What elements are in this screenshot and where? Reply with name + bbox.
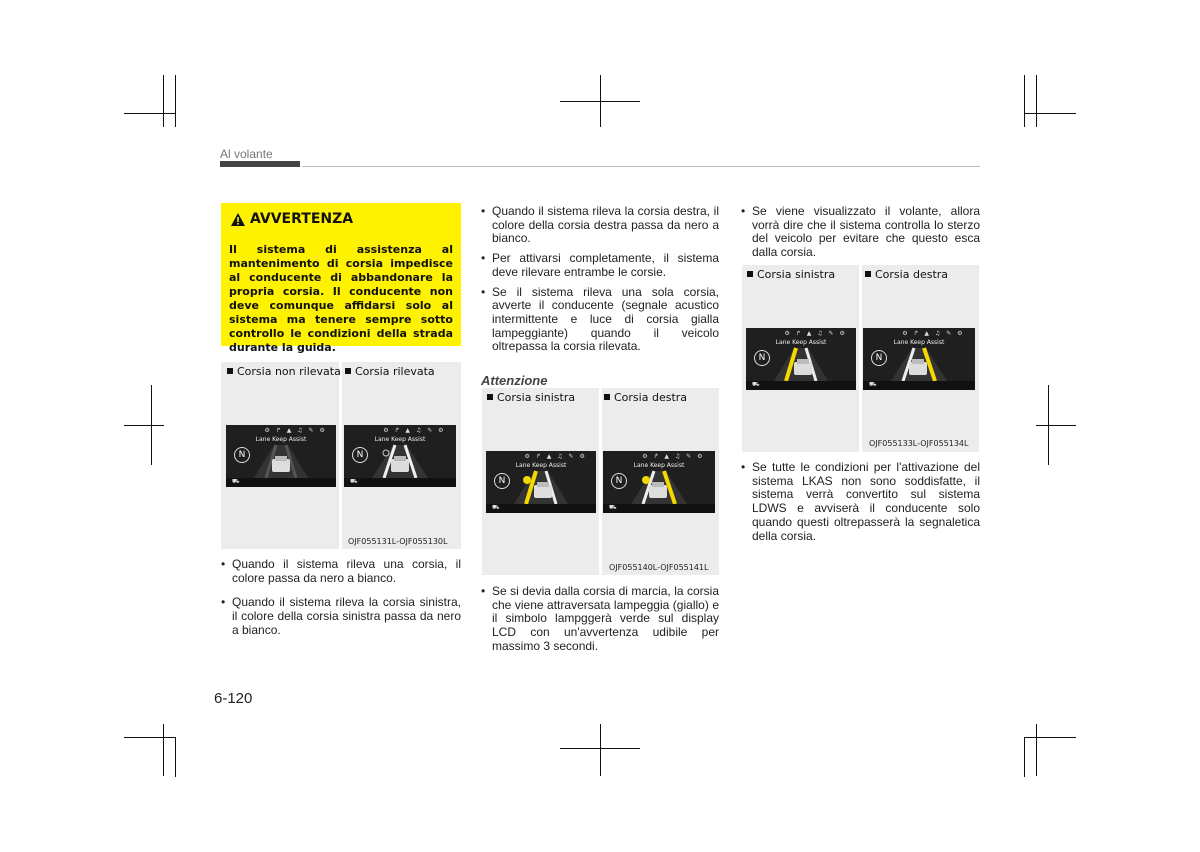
car-icon: ⛟ — [350, 478, 358, 485]
cluster-screen-right — [344, 425, 456, 487]
crop-mark — [124, 737, 176, 738]
crop-mark — [1024, 75, 1025, 127]
warning-heading — [231, 211, 353, 227]
cluster-screen-left — [486, 451, 596, 513]
figure-lane-detection — [221, 362, 461, 549]
gear-indicator: N — [352, 447, 368, 463]
figure-label-right: Corsia destra — [865, 268, 948, 281]
crop-mark — [1036, 724, 1037, 776]
cluster-icons: ⚙ ↱ ▲ ♫ ✎ ⚙ — [902, 330, 965, 337]
gear-indicator: N — [871, 350, 887, 366]
warning-title: AVVERTENZA — [250, 211, 354, 227]
screen-title: Lane Keep Assist — [633, 462, 685, 469]
warning-triangle-icon — [231, 213, 245, 226]
car-icon: ⛟ — [609, 504, 617, 511]
figure-code: OJF055140L-OJF055141L — [609, 563, 709, 572]
car-icon: ⛟ — [752, 381, 760, 388]
figure-code: OJF055133L-OJF055134L — [869, 439, 969, 448]
bullet-item: • Se tutte le condizioni per l'attivazione del sistema LKAS non sono soddisfatte, il sistema verrà convertito sul sistema LDWS e avviserà il conducente solo quando questi oltrepasserà la segnaletica della corsia. — [741, 461, 980, 543]
cluster-screen-right — [603, 451, 715, 513]
cluster-icons: ⚙ ↱ ▲ ♫ ✎ ⚙ — [784, 330, 847, 337]
crop-mark — [175, 75, 176, 127]
gear-indicator: N — [754, 350, 770, 366]
attention-heading: Attenzione — [481, 373, 548, 388]
gear-indicator: N — [611, 473, 627, 489]
panel-divider — [339, 362, 342, 549]
crop-mark — [600, 724, 601, 776]
screen-title: Lane Keep Assist — [893, 339, 945, 346]
crop-mark — [1024, 737, 1076, 738]
column-2-text — [481, 205, 719, 360]
gear-indicator: N — [234, 447, 250, 463]
cluster-screen-left — [746, 328, 856, 390]
section-title: Al volante — [220, 147, 273, 161]
car-icon: ⛟ — [492, 504, 500, 511]
bullet-item: • Quando il sistema rileva la corsia sinistra, il colore della corsia sinistra passa da nero a bianco. — [221, 596, 461, 637]
figure-label-right: Corsia destra — [604, 391, 687, 404]
column-1-text — [221, 558, 461, 644]
car-icon: ⛟ — [869, 381, 877, 388]
column-3-text — [741, 205, 980, 266]
crop-mark — [163, 724, 164, 776]
bullet-item: • Se si devia dalla corsia di marcia, la corsia che viene attraversata lampeggia (giallo) e il simbolo lampggerà verde sul display LCD con un'avvertenza udibile per massimo 3 secondi. — [481, 585, 719, 654]
figure-label-left: Corsia non rilevata — [227, 365, 341, 378]
crop-mark — [151, 385, 152, 465]
screen-title: Lane Keep Assist — [374, 436, 426, 443]
figure-steering-control — [742, 265, 979, 452]
panel-divider — [859, 265, 862, 452]
gear-indicator: N — [494, 473, 510, 489]
figure-label-left: Corsia sinistra — [487, 391, 575, 404]
screen-title: Lane Keep Assist — [255, 436, 307, 443]
warning-box — [221, 203, 461, 354]
cluster-icons: ⚙ ↱ ▲ ♫ ✎ ⚙ — [264, 427, 327, 434]
crop-mark — [163, 75, 164, 127]
cluster-icons: ⚙ ↱ ▲ ♫ ✎ ⚙ — [524, 453, 587, 460]
crop-mark — [175, 737, 176, 777]
header-rule — [302, 166, 980, 167]
figure-code: OJF055131L-OJF055130L — [348, 537, 448, 546]
bullet-item: • Per attivarsi completamente, il sistema deve rilevare entrambe le corsie. — [481, 252, 719, 279]
figure-label-right: Corsia rilevata — [345, 365, 435, 378]
bullet-item: • Se il sistema rileva una sola corsia, avverte il conducente (segnale acustico intermittente e luce di corsia gialla lampeggiante) quando il veicolo oltrepassa la corsia rilevata. — [481, 286, 719, 355]
crop-mark — [1048, 385, 1049, 465]
cluster-icons: ⚙ ↱ ▲ ♫ ✎ ⚙ — [383, 427, 446, 434]
figure-lane-departure — [482, 388, 719, 575]
cluster-screen-right — [863, 328, 975, 390]
header-bar — [220, 161, 300, 167]
crop-mark — [124, 425, 164, 426]
bullet-item: • Se viene visualizzato il volante, allora vorrà dire che il sistema controlla lo sterzo del veicolo per evitare che questo esca dalla corsia. — [741, 205, 980, 260]
crop-mark — [1024, 113, 1076, 114]
cluster-icons: ⚙ ↱ ▲ ♫ ✎ ⚙ — [642, 453, 705, 460]
crop-mark — [124, 113, 176, 114]
screen-title: Lane Keep Assist — [775, 339, 827, 346]
bullet-item: • Quando il sistema rileva la corsia destra, il colore della corsia destra passa da nero a bianco. — [481, 205, 719, 246]
car-icon: ⛟ — [232, 478, 240, 485]
screen-title: Lane Keep Assist — [515, 462, 567, 469]
cluster-screen-left — [226, 425, 336, 487]
crop-mark — [600, 75, 601, 127]
crop-mark — [1036, 75, 1037, 127]
column-2-text-lower — [481, 585, 719, 660]
crop-mark — [1036, 425, 1076, 426]
warning-text: Il sistema di assistenza al mantenimento di corsia impedisce al conducente di abbandonare la propria corsia. Il conducente non deve comunque affidarsi solo al sistema ma tenere sempre sotto controllo le condizioni della strada durante la guida. — [229, 243, 453, 354]
panel-divider — [599, 388, 602, 575]
bullet-item: • Quando il sistema rileva una corsia, il colore passa da nero a bianco. — [221, 558, 461, 585]
crop-mark — [1024, 737, 1025, 777]
page-number: 6-120 — [214, 690, 253, 707]
figure-label-left: Corsia sinistra — [747, 268, 835, 281]
column-3-text-lower — [741, 461, 980, 549]
